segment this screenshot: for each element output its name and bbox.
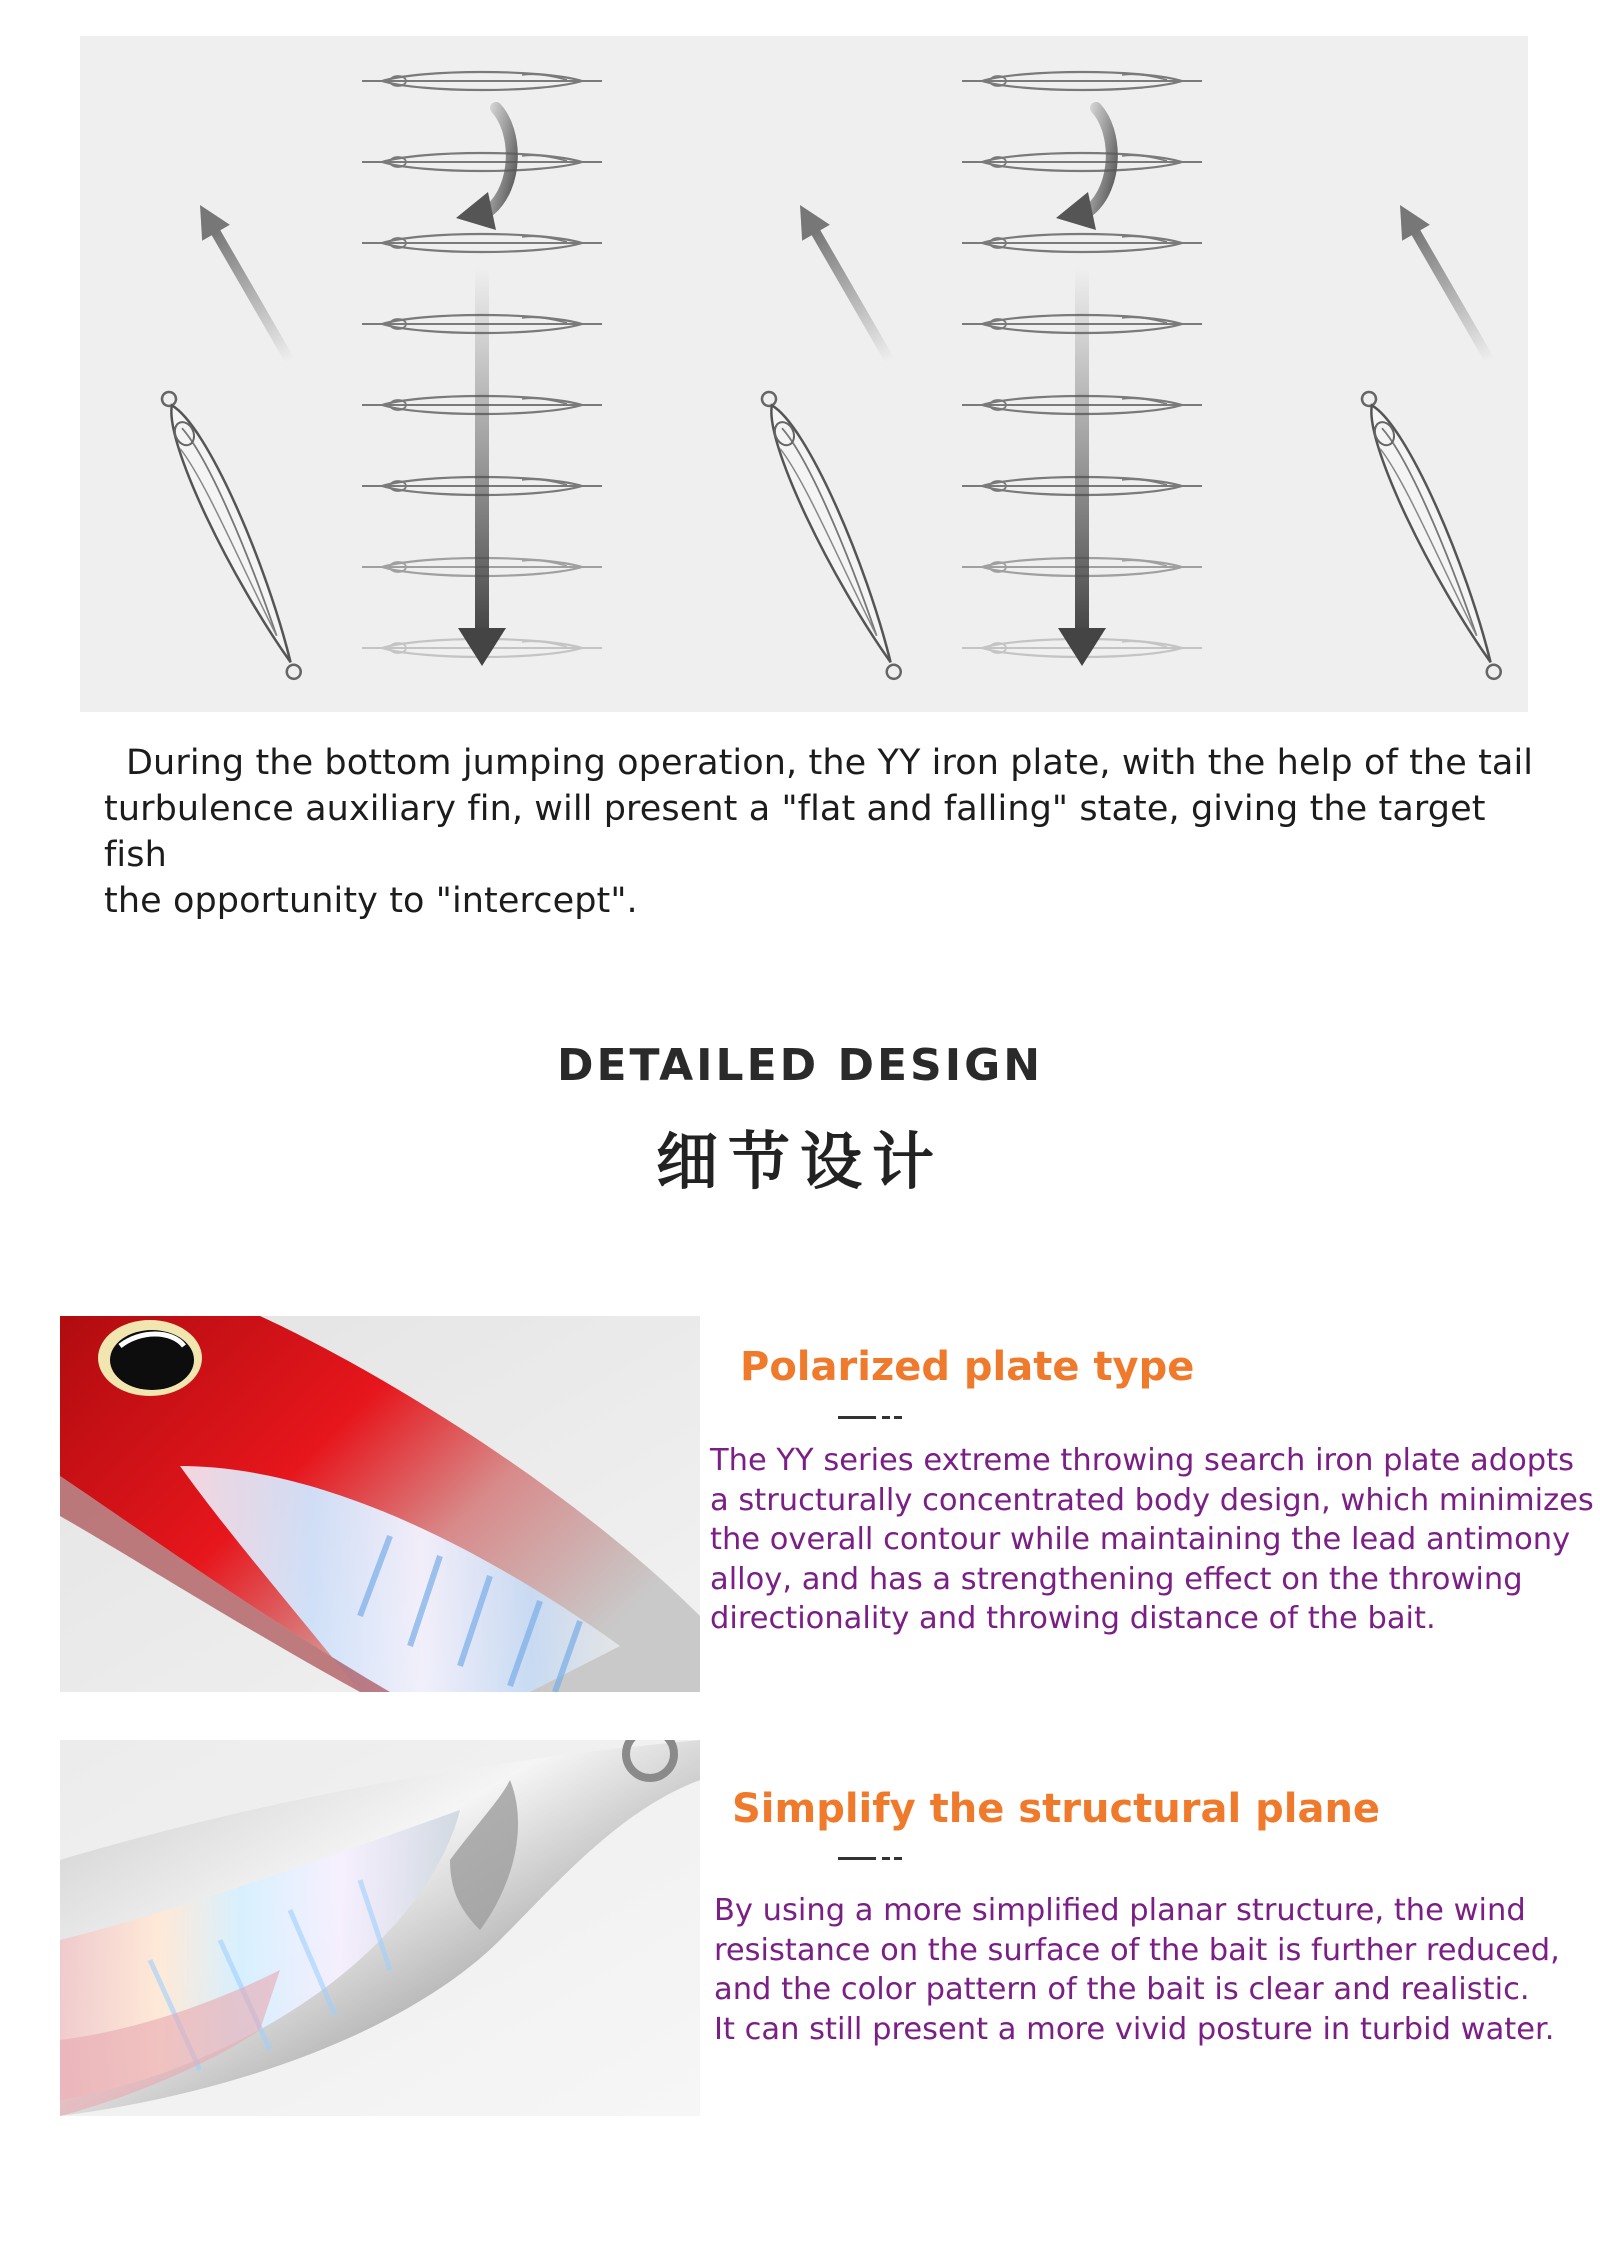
description-line: and the color pattern of the bait is clear and realistic. <box>714 1972 1530 2007</box>
flat-lure-icon <box>362 234 602 252</box>
title-dash-divider <box>838 1410 902 1424</box>
description-line: alloy, and has a strengthening effect on the throwing <box>710 1561 1523 1597</box>
rotation-arrow-icon <box>1056 108 1112 230</box>
flat-lure-icon <box>962 234 1202 252</box>
lure-eye-icon <box>98 1320 202 1396</box>
falling-sequence <box>962 72 1202 666</box>
flat-lure-icon <box>962 153 1202 171</box>
description-line: It can still present a more vivid posture in turbid water. <box>714 2011 1555 2047</box>
flat-lure-icon <box>962 72 1202 90</box>
rotation-arrow-icon <box>456 108 512 230</box>
up-arrow-icon <box>186 197 304 369</box>
jig-action-illustration <box>80 36 1528 712</box>
up-arrow-icon <box>1386 197 1504 369</box>
falling-sequence <box>362 72 602 666</box>
description-line: directionality and throwing distance of the bait. <box>710 1601 1436 1636</box>
description-line: a structurally concentrated body design, which minimizes <box>710 1482 1594 1518</box>
lure-head-photo <box>60 1316 700 1692</box>
flat-lure-icon <box>362 153 602 171</box>
down-arrow-icon <box>458 268 506 666</box>
description-line: By using a more simplified planar structure, the wind <box>714 1893 1526 1928</box>
jig-lure-icon <box>1353 385 1510 685</box>
jig-lure-icon <box>153 385 310 685</box>
description-line: The YY series extreme throwing search iron plate adopts <box>710 1443 1574 1478</box>
intro-line: During the bottom jumping operation, the YY iron plate, with the help of the tail <box>126 743 1534 783</box>
feature-title-polarized: Polarized plate type <box>740 1344 1195 1390</box>
lure-tail-photo <box>60 1740 700 2116</box>
flat-lure-icon <box>362 72 602 90</box>
section-title-chinese: 细节设计 <box>655 1125 944 1198</box>
jig-lure-icon <box>753 385 910 685</box>
feature-title-structural-plane: Simplify the structural plane <box>732 1786 1381 1832</box>
section-title-english: DETAILED DESIGN <box>556 1040 1044 1091</box>
description-line: resistance on the surface of the bait is further reduced, <box>714 1932 1560 1968</box>
description-line: the overall contour while maintaining the lead antimony <box>710 1522 1571 1557</box>
up-arrow-icon <box>786 197 904 369</box>
intro-line: turbulence auxiliary fin, will present a "flat and falling" state, giving the target fish <box>104 789 1486 875</box>
down-arrow-icon <box>1058 268 1106 666</box>
feature-description-polarized <box>710 1441 1594 1639</box>
feature-description-structural-plane <box>714 1891 1594 2049</box>
intro-line: the opportunity to "intercept". <box>104 881 638 921</box>
motion-diagram <box>80 36 1528 712</box>
title-dash-divider <box>838 1851 902 1865</box>
intro-paragraph <box>104 740 1544 924</box>
